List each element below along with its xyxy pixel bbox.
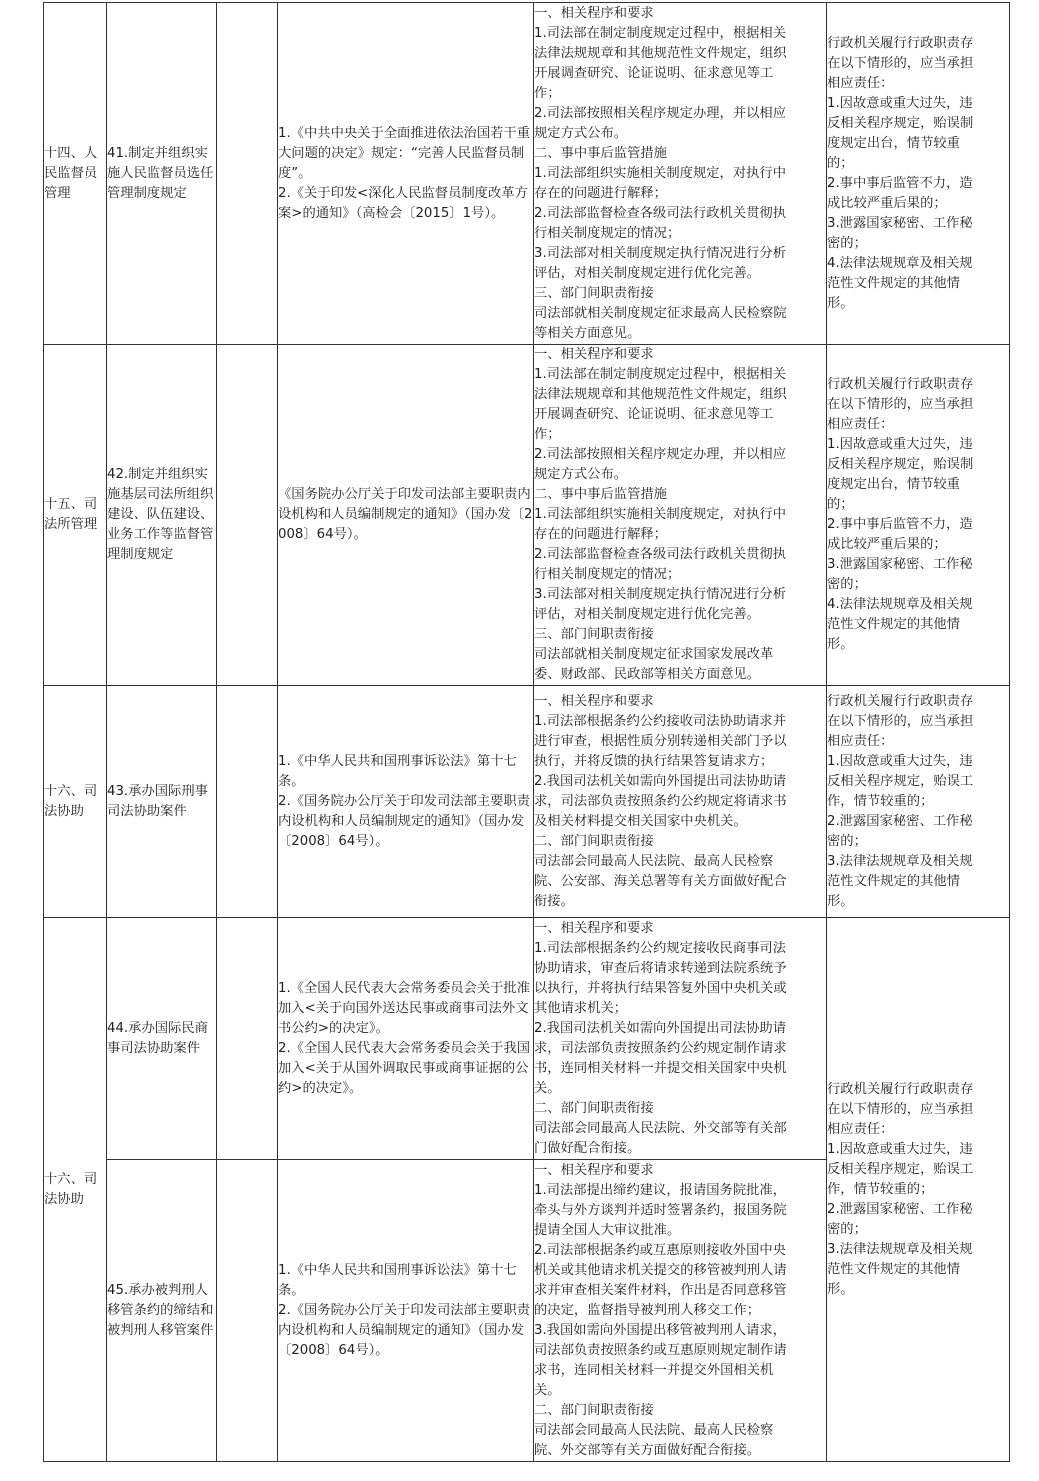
item-cell: 42.制定并组织实施基层司法所组织建设、队伍建设、业务工作等监督管理制度规定 — [107, 345, 217, 686]
resp-line: 成比较严重后果的； — [827, 195, 947, 211]
duty-line: 2.司法部根据条约或互惠原则接收外国中央 — [534, 1242, 787, 1258]
duty-line: 等相关方面意见。 — [534, 325, 641, 341]
duty-line: 求并审查相关案件材料，作出是否同意移管 — [534, 1282, 787, 1298]
duty-line: 行相关制度规定的情况； — [534, 567, 681, 582]
resp-line: 范性文件规定的其他情 — [827, 873, 960, 889]
duty-line: 求，司法部负责按照条约公约规定将请求书 — [534, 793, 787, 809]
duty-line: 一、相关程序和要求 — [534, 920, 654, 936]
duty-line: 门做好配合衔接。 — [534, 1140, 641, 1156]
duty-line: 司法部就相关制度规定征求国家发展改革 — [534, 647, 774, 662]
duty-line: 一、相关程序和要求 — [534, 5, 654, 21]
duty-line: 司法部就相关制度规定征求最高人民检察院 — [534, 305, 787, 321]
duty-line: 机关或其他请求机关提交的移管被判刑人请 — [534, 1262, 787, 1278]
item-cell: 44.承办国际民商事司法协助案件 — [107, 918, 217, 1160]
resp-line: 2.泄露国家秘密、工作秘 — [827, 813, 973, 829]
resp-line: 3.泄露国家秘密、工作秘 — [827, 215, 973, 231]
duty-line: 1.司法部在制定制度规定过程中，根据相关 — [534, 367, 787, 382]
duty-line: 书，连同相关材料一并提交相关国家中央机 — [534, 1060, 787, 1076]
duty-line: 司法部会同最高人民法院、最高人民检察 — [534, 853, 774, 869]
category-cell: 十六、司法协助 — [44, 686, 107, 918]
resp-line: 密的； — [827, 1221, 867, 1237]
blank-cell — [217, 918, 278, 1160]
resp-line: 在以下情形的，应当承担 — [827, 1101, 974, 1117]
resp-line: 4.法律法规规章及相关规 — [827, 597, 973, 612]
duty-line: 二、部门间职责衔接 — [534, 833, 654, 849]
resp-line: 范性文件规定的其他情 — [827, 617, 960, 632]
resp-line: 的； — [827, 155, 854, 171]
duty-line: 3.我国如需向外国提出移管被判刑人请求， — [534, 1322, 787, 1338]
resp-line: 范性文件规定的其他情 — [827, 275, 960, 291]
duty-line: 行相关制度规定的情况； — [534, 225, 681, 241]
duty-line: 进行审查，根据性质分别转递相关部门予以 — [534, 733, 787, 749]
duty-line: 衔接。 — [534, 893, 574, 909]
duty-cell — [534, 345, 827, 686]
basis-cell — [278, 1160, 534, 1462]
table-row — [44, 3, 1010, 345]
resp-line: 1.因故意或重大过失，违 — [827, 1141, 973, 1157]
resp-line: 行政机关履行行政职责存 — [827, 1081, 974, 1097]
duty-line: 评估，对相关制度规定进行优化完善。 — [534, 607, 761, 622]
duty-line: 司法部负责按照条约或互惠原则规定制作请 — [534, 1342, 787, 1358]
duty-line: 规定方式公布。 — [534, 467, 628, 482]
duty-line: 委、财政部、民政部等相关方面意见。 — [534, 667, 761, 682]
resp-line: 密的； — [827, 833, 867, 849]
duty-line: 其他请求机关； — [534, 1000, 628, 1016]
duty-line: 一、相关程序和要求 — [534, 1162, 654, 1178]
duty-line: 二、部门间职责衔接 — [534, 1402, 654, 1418]
duty-cell — [534, 686, 827, 918]
duty-line: 法律法规规章和其他规范性文件规定，组织 — [534, 45, 787, 61]
duty-line: 关。 — [534, 1080, 561, 1096]
category-cell: 十六、司法协助 — [44, 918, 107, 1462]
resp-line: 反相关程序规定，贻误工 — [827, 773, 974, 789]
resp-line: 在以下情形的，应当承担 — [827, 397, 974, 412]
basis-cell — [278, 345, 534, 686]
duty-line: 及相关材料提交相关国家中央机关。 — [534, 813, 747, 829]
duty-cell — [534, 918, 827, 1160]
duty-line: 评估，对相关制度规定进行优化完善。 — [534, 265, 761, 281]
duty-line: 规定方式公布。 — [534, 125, 628, 141]
resp-line: 在以下情形的，应当承担 — [827, 713, 974, 729]
resp-line: 的； — [827, 497, 854, 512]
duty-line: 牵头与外方谈判并适时签署条约，报国务院 — [534, 1202, 787, 1218]
duty-line: 1.司法部在制定制度规定过程中，根据相关 — [534, 25, 787, 41]
duty-line: 作； — [534, 85, 561, 101]
blank-cell — [217, 3, 278, 345]
resp-line: 形。 — [827, 637, 854, 652]
duty-line: 三、部门间职责衔接 — [534, 627, 654, 642]
resp-line: 形。 — [827, 1281, 854, 1297]
duty-line: 院、公安部、海关总署等有关方面做好配合 — [534, 873, 787, 889]
resp-line: 密的； — [827, 577, 867, 592]
duty-line: 司法部会同最高人民法院、最高人民检察 — [534, 1422, 774, 1438]
duty-line: 2.我国司法机关如需向外国提出司法协助请 — [534, 773, 787, 789]
resp-line: 1.因故意或重大过失，违 — [827, 753, 973, 769]
duty-line: 1.司法部组织实施相关制度规定，对执行中 — [534, 165, 787, 181]
resp-line: 相应责任： — [827, 733, 894, 749]
resp-line: 度规定出台，情节较重 — [827, 477, 960, 492]
responsibility-table — [43, 2, 1010, 1462]
duty-line: 存在的问题进行解释； — [534, 527, 667, 542]
basis-text: 1.《全国人民代表大会常务委员会关于批准加入<关于向国外送达民事或商事司法外文书公约>的决定》。 2.《全国人民代表大会常务委员会关于我国加入<关于从国外调取民事或商事证据的公约>的决定》。 — [278, 980, 531, 1096]
duty-line: 2.司法部按照相关程序规定办理，并以相应 — [534, 447, 787, 462]
duty-line: 存在的问题进行解释； — [534, 185, 667, 201]
resp-line: 2.事中事后监管不力，造 — [827, 517, 973, 532]
resp-line: 形。 — [827, 295, 854, 311]
duty-line: 院、外交部等有关方面做好配合衔接。 — [534, 1442, 761, 1458]
duty-line: 3.司法部对相关制度规定执行情况进行分析 — [534, 587, 787, 602]
basis-text: 1.《中华人民共和国刑事诉讼法》第十七条。 2.《国务院办公厅关于印发司法部主要职责内设机构和人员编制规定的通知》（国办发〔2008〕64号）。 — [278, 1262, 531, 1358]
duty-line: 司法部会同最高人民法院、外交部等有关部 — [534, 1120, 787, 1136]
basis-cell — [278, 918, 534, 1160]
duty-line: 执行，并将反馈的执行结果答复请求方； — [534, 753, 774, 769]
duty-line: 3.司法部对相关制度规定执行情况进行分析 — [534, 245, 787, 261]
resp-line: 1.因故意或重大过失，违 — [827, 95, 973, 111]
duty-line: 以执行，并将执行结果答复外国中央机关或 — [534, 980, 787, 996]
duty-line: 的决定，监督指导被判刑人移交工作； — [534, 1302, 761, 1318]
table-row — [44, 918, 1010, 1160]
basis-text: 1.《中共中央关于全面推进依法治国若干重大问题的决定》规定：“完善人民监督员制度”。 2.《关于印发<深化人民监督员制度改革方案>的通知》（高检会〔2015〕1号）。 — [278, 125, 531, 221]
resp-line: 行政机关履行行政职责存 — [827, 693, 974, 709]
duty-line: 求，司法部负责按照条约公约规定制作请求 — [534, 1040, 787, 1056]
item-cell: 43.承办国际刑事司法协助案件 — [107, 686, 217, 918]
blank-cell — [217, 1160, 278, 1462]
basis-cell — [278, 686, 534, 918]
table-row — [44, 345, 1010, 686]
resp-line: 相应责任： — [827, 1121, 894, 1137]
duty-line: 开展调查研究、论证说明、征求意见等工 — [534, 407, 774, 422]
basis-text: 《国务院办公厅关于印发司法部主要职责内设机构和人员编制规定的通知》（国办发〔2008〕64号）。 — [278, 487, 533, 542]
responsibility-cell — [827, 345, 1010, 686]
duty-line: 法律法规规章和其他规范性文件规定，组织 — [534, 387, 787, 402]
responsibility-cell — [827, 918, 1010, 1462]
resp-line: 3.泄露国家秘密、工作秘 — [827, 557, 973, 572]
duty-line: 提请全国人大审议批准。 — [534, 1222, 681, 1238]
resp-line: 1.因故意或重大过失，违 — [827, 437, 973, 452]
resp-line: 行政机关履行行政职责存 — [827, 377, 974, 392]
resp-line: 相应责任： — [827, 75, 894, 91]
basis-text: 1.《中华人民共和国刑事诉讼法》第十七条。 2.《国务院办公厅关于印发司法部主要职责内设机构和人员编制规定的通知》（国办发〔2008〕64号）。 — [278, 753, 531, 849]
resp-line: 2.事中事后监管不力，造 — [827, 175, 973, 191]
resp-line: 反相关程序规定，贻误制 — [827, 457, 974, 472]
responsibility-cell — [827, 686, 1010, 918]
resp-line: 行政机关履行行政职责存 — [827, 35, 974, 51]
resp-line: 范性文件规定的其他情 — [827, 1261, 960, 1277]
duty-line: 关。 — [534, 1382, 561, 1398]
duty-line: 1.司法部根据条约公约规定接收民商事司法 — [534, 940, 787, 956]
item-cell: 45.承办被判刑人移管条约的缔结和被判刑人移管案件 — [107, 1160, 217, 1462]
duty-line: 协助请求，审查后将请求转递到法院系统予 — [534, 960, 787, 976]
duty-line: 二、事中事后监管措施 — [534, 145, 667, 161]
category-cell: 十五、司法所管理 — [44, 345, 107, 686]
resp-line: 作，情节较重的； — [827, 793, 934, 809]
resp-line: 度规定出台，情节较重 — [827, 135, 960, 151]
duty-line: 1.司法部提出缔约建议，报请国务院批准， — [534, 1182, 787, 1198]
resp-line: 3.法律法规规章及相关规 — [827, 1241, 973, 1257]
blank-cell — [217, 345, 278, 686]
duty-line: 三、部门间职责衔接 — [534, 285, 654, 301]
duty-line: 2.司法部监督检查各级司法行政机关贯彻执 — [534, 205, 787, 221]
duty-line: 2.司法部监督检查各级司法行政机关贯彻执 — [534, 547, 787, 562]
resp-line: 2.泄露国家秘密、工作秘 — [827, 1201, 973, 1217]
resp-line: 3.法律法规规章及相关规 — [827, 853, 973, 869]
duty-line: 求书，连同相关材料一并提交外国相关机 — [534, 1362, 774, 1378]
duty-line: 二、事中事后监管措施 — [534, 487, 667, 502]
duty-line: 一、相关程序和要求 — [534, 693, 654, 709]
category-cell: 十四、人民监督员管理 — [44, 3, 107, 345]
duty-line: 2.我国司法机关如需向外国提出司法协助请 — [534, 1020, 787, 1036]
resp-line: 形。 — [827, 893, 854, 909]
blank-cell — [217, 686, 278, 918]
resp-line: 在以下情形的，应当承担 — [827, 55, 974, 71]
duty-line: 2.司法部按照相关程序规定办理，并以相应 — [534, 105, 787, 121]
resp-line: 4.法律法规规章及相关规 — [827, 255, 973, 271]
responsibility-cell — [827, 3, 1010, 345]
resp-line: 相应责任： — [827, 417, 894, 432]
basis-cell — [278, 3, 534, 345]
duty-line: 开展调查研究、论证说明、征求意见等工 — [534, 65, 774, 81]
duty-cell — [534, 1160, 827, 1462]
item-cell: 41.制定并组织实施人民监督员选任管理制度规定 — [107, 3, 217, 345]
table-row — [44, 686, 1010, 918]
resp-line: 作，情节较重的； — [827, 1181, 934, 1197]
duty-line: 1.司法部根据条约公约接收司法协助请求并 — [534, 713, 787, 729]
resp-line: 反相关程序规定，贻误制 — [827, 115, 974, 131]
duty-line: 1.司法部组织实施相关制度规定，对执行中 — [534, 507, 787, 522]
duty-cell — [534, 3, 827, 345]
duty-line: 作； — [534, 427, 561, 442]
duty-line: 二、部门间职责衔接 — [534, 1100, 654, 1116]
resp-line: 成比较严重后果的； — [827, 537, 947, 552]
duty-line: 一、相关程序和要求 — [534, 347, 654, 362]
resp-line: 反相关程序规定，贻误工 — [827, 1161, 974, 1177]
resp-line: 密的； — [827, 235, 867, 251]
